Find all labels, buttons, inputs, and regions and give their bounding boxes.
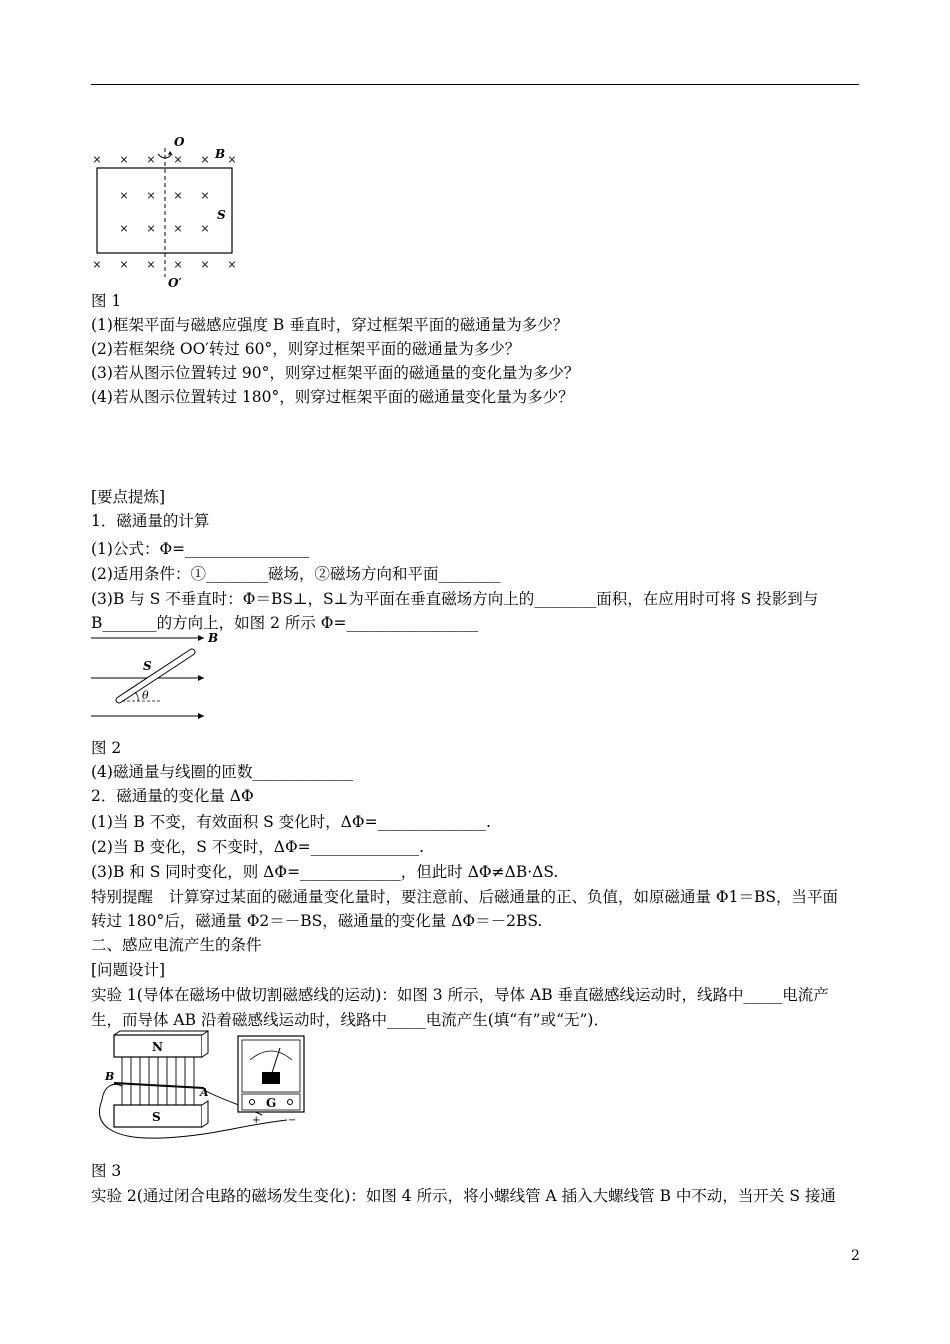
experiment-2-line-1: 实验 2(通过闭合电路的磁场发生变化)：如图 4 所示，将小螺线管 A 插入大螺线管 B 中不动，当开关 S 接通	[91, 1187, 836, 1205]
label-b: B	[105, 1070, 115, 1083]
formula-line: (1)公式：Φ=________________	[91, 540, 310, 558]
field-cross: ×	[200, 153, 210, 166]
field-cross: ×	[173, 189, 183, 202]
field-cross: ×	[173, 258, 183, 271]
field-cross: ×	[200, 189, 210, 202]
figure-1-frame-in-field	[88, 132, 248, 290]
turns-line: (4)磁通量与线圈的匝数_____________	[91, 763, 354, 781]
problem-design-heading: [问题设计]	[91, 961, 166, 979]
label-b: B	[215, 147, 226, 161]
label-s: S	[143, 659, 152, 673]
field-cross: ×	[200, 222, 210, 235]
field-cross: ×	[146, 153, 156, 166]
experiment-1-line-2: 生，而导体 AB 沿着磁感线运动时，线路中_____电流产生(填“有”或“无”)．	[91, 1011, 609, 1029]
page-number: 2	[851, 1248, 860, 1264]
field-cross: ×	[119, 222, 129, 235]
field-cross: ×	[146, 258, 156, 271]
key-points-heading: [要点提炼]	[91, 488, 166, 506]
question-3: (3)若从图示位置转过 90°，则穿过框架平面的磁通量的变化量为多少？	[91, 364, 580, 382]
change-line-3: (3)B 和 S 同时变化，则 ΔΦ=_____________，但此时 ΔΦ≠ΔB·ΔS.	[91, 863, 559, 881]
field-cross: ×	[119, 258, 129, 271]
question-1: (1)框架平面与磁感应强度 B 垂直时，穿过框架平面的磁通量为多少？	[91, 316, 569, 334]
label-plus: +	[252, 1115, 261, 1126]
field-cross: ×	[119, 189, 129, 202]
conditions-line: (2)适用条件：①________磁场，②磁场方向和平面________	[91, 565, 501, 583]
figure-1-caption: 图 1	[91, 292, 122, 310]
label-a: A	[200, 1086, 209, 1099]
label-s: S	[152, 1110, 161, 1124]
field-cross: ×	[227, 258, 237, 271]
conductor-ab	[114, 1083, 204, 1088]
field-cross: ×	[146, 222, 156, 235]
field-cross: ×	[92, 258, 102, 271]
field-cross: ×	[200, 258, 210, 271]
not-perpendicular-line-1: (3)B 与 S 不垂直时：Φ＝BS⊥，S⊥为平面在垂直磁场方向上的________面积，在应用时可将 S 投影到与	[91, 590, 819, 608]
figure-3-caption: 图 3	[91, 1162, 122, 1180]
label-o-prime: O′	[168, 276, 182, 290]
question-2: (2)若框架绕 OO′转过 60°，则穿过框架平面的磁通量为多少？	[91, 340, 521, 358]
section-2-title: 2．磁通量的变化量 ΔΦ	[91, 787, 254, 805]
field-cross: ×	[227, 153, 237, 166]
label-theta: θ	[142, 689, 149, 702]
section-1-title: 1．磁通量的计算	[91, 512, 210, 530]
reminder-line-1: 特别提醒 计算穿过某面的磁通量变化量时，要注意前、后磁通量的正、负值，如原磁通量 Φ1＝BS，当平面	[91, 888, 839, 906]
field-cross: ×	[92, 153, 102, 166]
change-line-2: (2)当 B 变化，S 不变时，ΔΦ=______________.	[91, 838, 425, 856]
field-cross: ×	[173, 222, 183, 235]
label-minus: −	[288, 1115, 297, 1126]
header-rule	[91, 84, 859, 85]
label-o: O	[174, 135, 185, 149]
change-line-1: (1)当 B 不变，有效面积 S 变化时，ΔΦ=______________.	[91, 813, 491, 831]
figure-3-conductor-experiment	[92, 1030, 332, 1145]
reminder-line-2: 转过 180°后，磁通量 Φ2＝－BS，磁通量的变化量 ΔΦ＝－2BS.	[91, 912, 543, 930]
field-lines	[122, 1057, 194, 1105]
not-perpendicular-line-2: B_______的方向上，如图 2 所示 Φ=_________________	[91, 614, 479, 632]
question-4: (4)若从图示位置转过 180°，则穿过框架平面的磁通量变化量为多少？	[91, 388, 574, 406]
section-title-induced-current: 二、感应电流产生的条件	[91, 936, 262, 954]
label-s: S	[217, 208, 226, 222]
field-cross: ×	[146, 189, 156, 202]
experiment-1-line-1: 实验 1(导体在磁场中做切割磁感线的运动)：如图 3 所示，导体 AB 垂直磁感线运动时，线路中_____电流产	[91, 986, 829, 1004]
field-cross: ×	[173, 153, 183, 166]
figure-2-inclined-plane	[88, 630, 228, 725]
label-g: G	[266, 1096, 277, 1110]
field-cross: ×	[119, 153, 129, 166]
label-b: B	[208, 631, 219, 645]
figure-2-caption: 图 2	[91, 739, 122, 757]
label-n: N	[152, 1040, 163, 1054]
